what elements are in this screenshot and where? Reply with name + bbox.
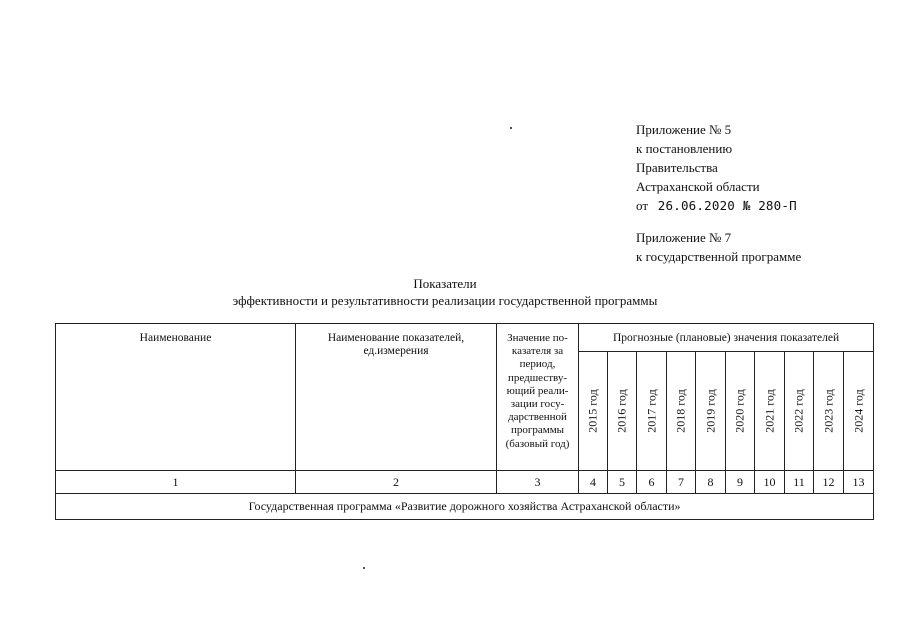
appendix-line: Правительства xyxy=(636,160,718,175)
year-header xyxy=(637,352,667,471)
column-number: 1 xyxy=(56,471,296,494)
column-number: 6 xyxy=(637,471,667,494)
year-label: 2015 год xyxy=(585,389,600,433)
appendix-line: Приложение № 7 xyxy=(636,230,732,245)
appendix-line: Астраханской области xyxy=(636,179,760,194)
header-base-value: Значение по-казателя за период, предшеству-ющий реали-зации госу-дарственной программы (базовый год) xyxy=(497,324,579,471)
column-number-row xyxy=(56,471,874,494)
date-value: 26.06.2020 № 280-П xyxy=(657,198,797,213)
year-header xyxy=(844,352,874,471)
program-row xyxy=(56,494,874,520)
program-title-cell: Государственная программа «Развитие дорожного хозяйства Астраханской области» xyxy=(56,494,874,520)
header-indicator: Наименование показателей, ед.измерения xyxy=(296,324,497,471)
column-number: 7 xyxy=(667,471,696,494)
column-number: 4 xyxy=(579,471,608,494)
year-label: 2020 год xyxy=(732,389,747,433)
year-header xyxy=(755,352,785,471)
column-number: 5 xyxy=(608,471,637,494)
scan-speck xyxy=(363,567,365,569)
appendix-line: Приложение № 5 xyxy=(636,122,732,137)
date-prefix: от xyxy=(636,198,649,213)
year-label: 2016 год xyxy=(614,389,629,433)
year-header xyxy=(696,352,726,471)
appendix-block xyxy=(636,120,801,266)
year-label: 2017 год xyxy=(644,389,658,433)
indicators-table xyxy=(55,323,874,520)
year-header xyxy=(726,352,755,471)
appendix-line: к государственной программе xyxy=(636,249,802,264)
column-number: 2 xyxy=(296,471,497,494)
column-number: 10 xyxy=(755,471,785,494)
column-number: 8 xyxy=(696,471,726,494)
year-header xyxy=(579,352,608,471)
column-number: 11 xyxy=(785,471,814,494)
column-number: 9 xyxy=(726,471,755,494)
scan-speck xyxy=(510,127,512,129)
column-number: 13 xyxy=(844,471,874,494)
header-name: Наименование xyxy=(56,324,296,471)
column-number: 12 xyxy=(814,471,844,494)
year-label: 2022 год xyxy=(791,389,806,433)
column-number: 3 xyxy=(497,471,579,494)
year-label: 2019 год xyxy=(703,389,717,433)
year-label: 2021 год xyxy=(762,389,776,433)
year-header xyxy=(785,352,814,471)
year-header xyxy=(608,352,637,471)
document-title: Показатели xyxy=(413,276,477,291)
appendix-line: к постановлению xyxy=(636,141,733,156)
year-label: 2023 год xyxy=(821,389,835,433)
appendix-date-line xyxy=(636,196,801,215)
document-subtitle: эффективности и результативности реализации государственной программы xyxy=(232,293,658,308)
year-label: 2018 год xyxy=(673,389,688,433)
year-label: 2024 год xyxy=(851,389,866,433)
year-header xyxy=(814,352,844,471)
header-forecast: Прогнозные (плановые) значения показателей xyxy=(579,324,874,352)
year-header xyxy=(667,352,696,471)
